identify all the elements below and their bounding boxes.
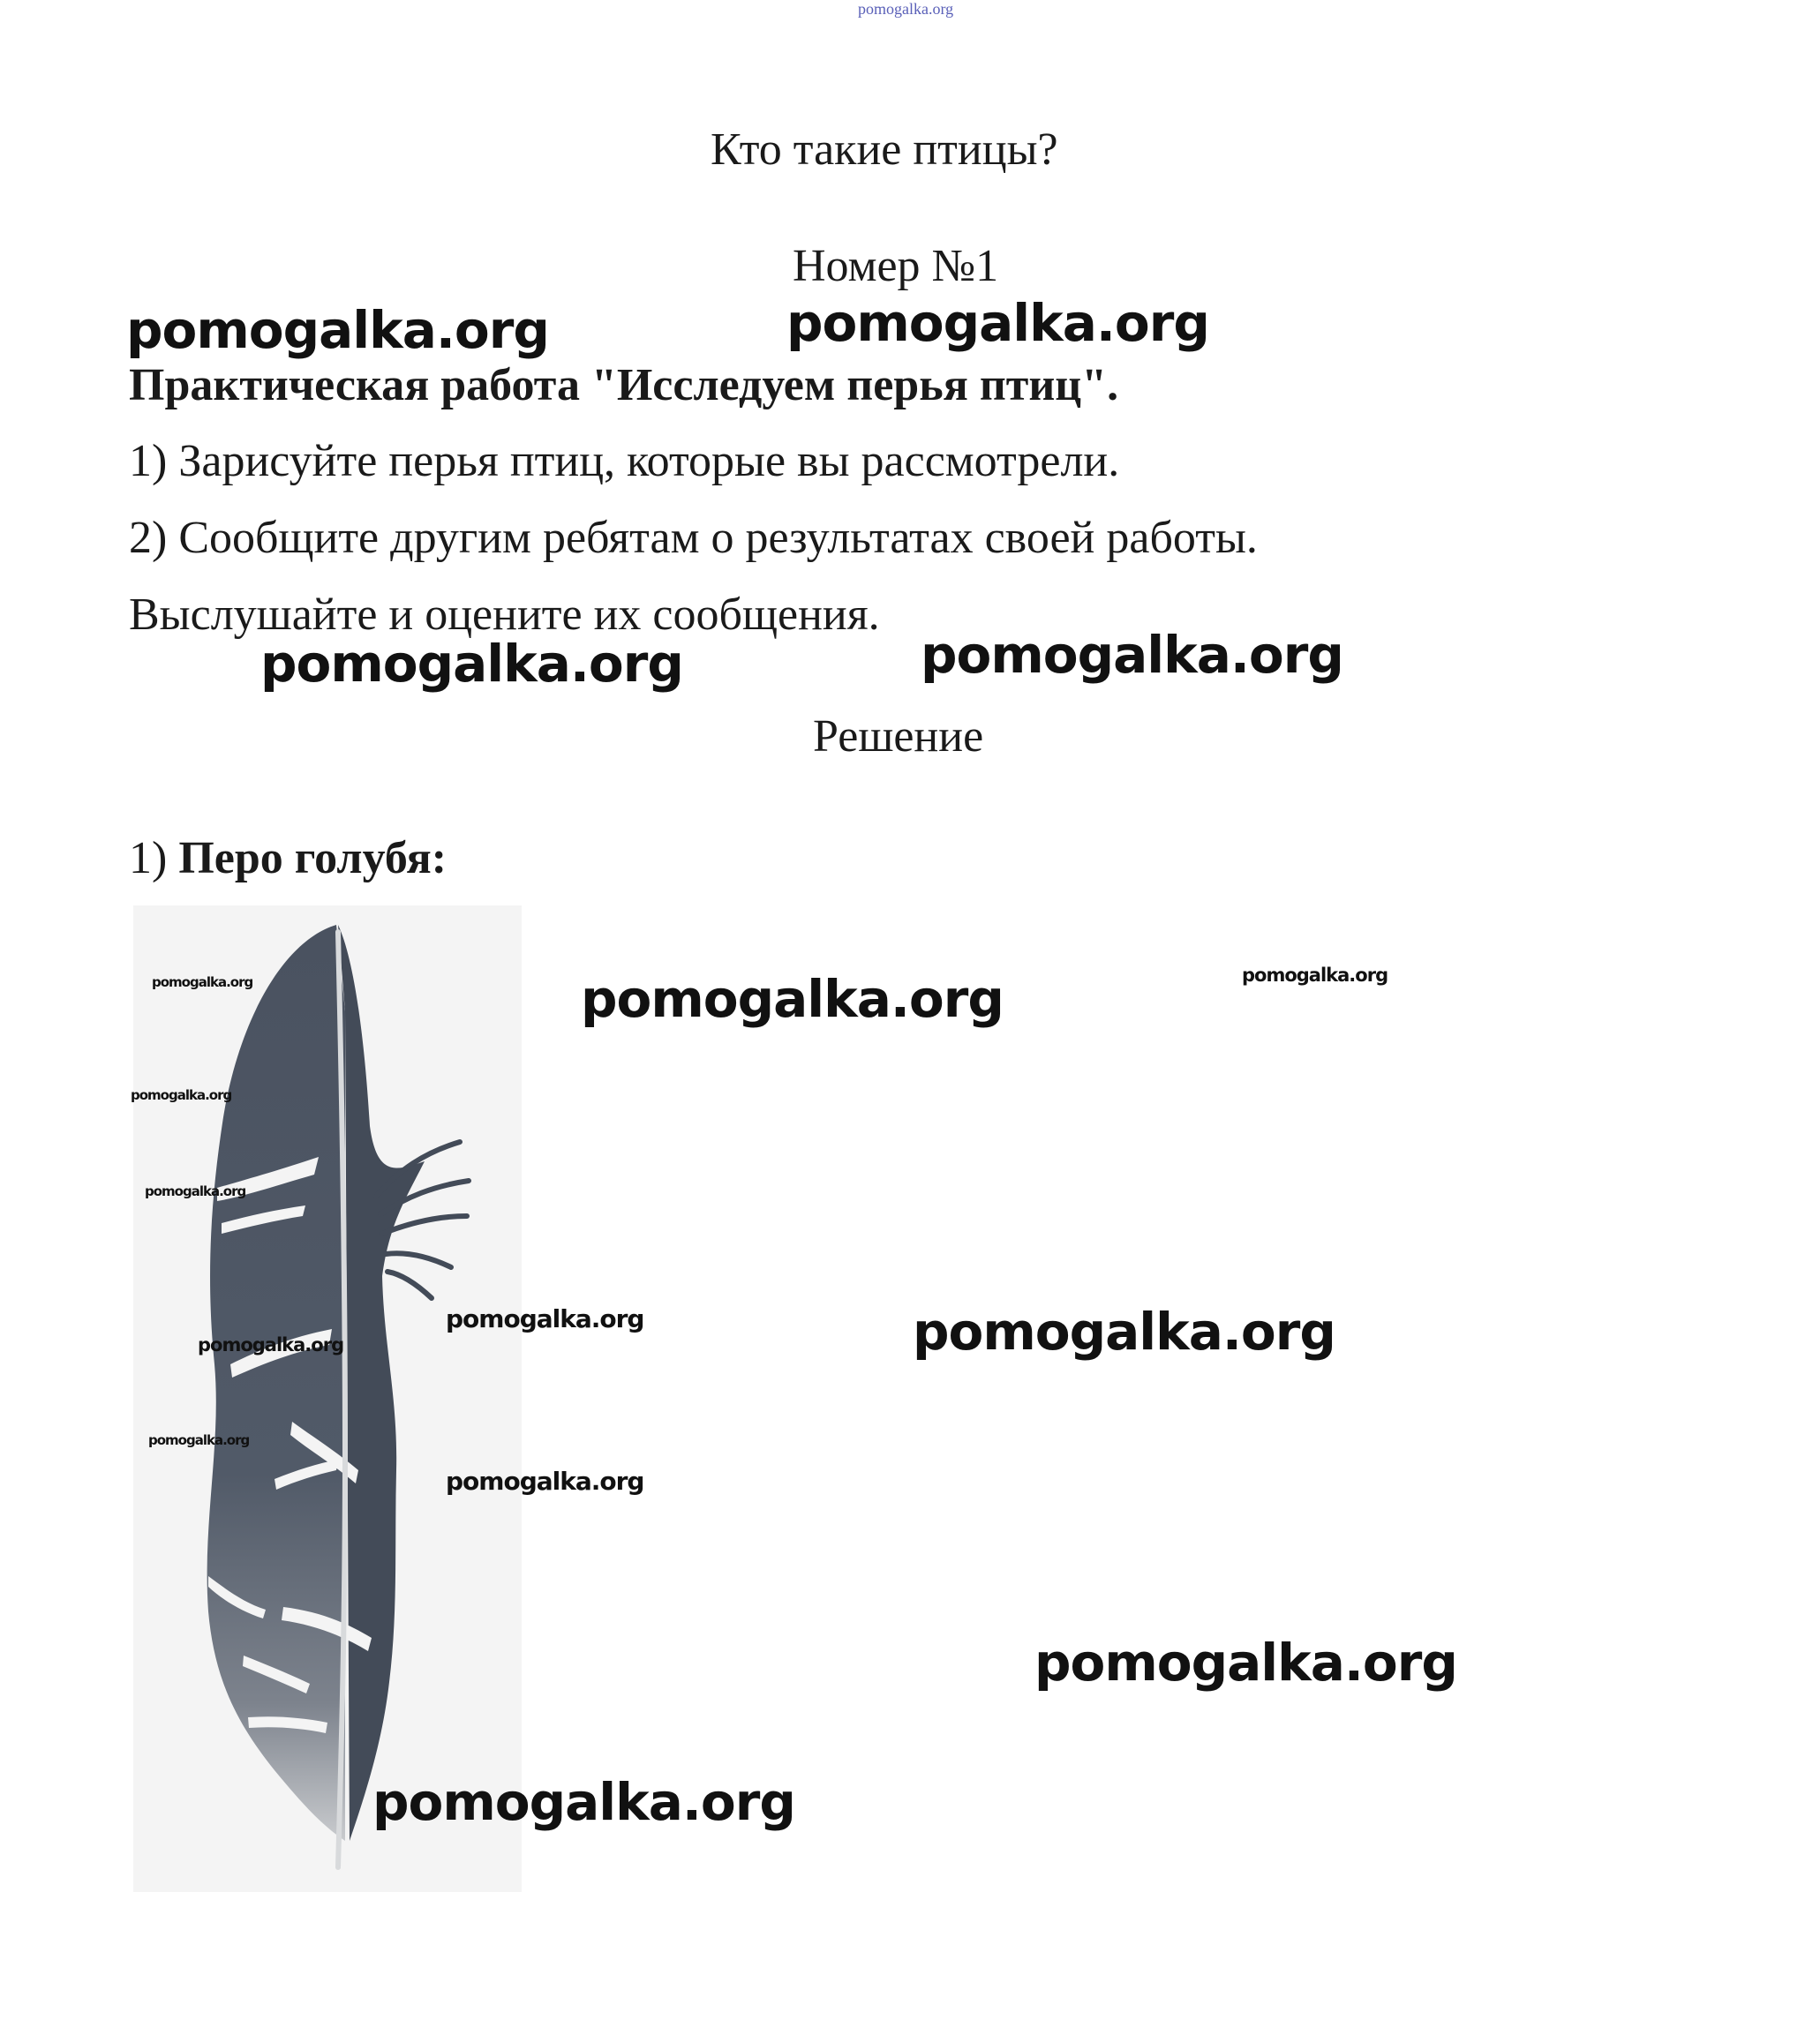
watermark: pomogalka.org bbox=[913, 1302, 1335, 1362]
watermark: pomogalka.org bbox=[260, 634, 683, 694]
answer-line bbox=[129, 832, 447, 884]
watermark: pomogalka.org bbox=[126, 300, 549, 360]
watermark: pomogalka.org bbox=[446, 1467, 644, 1496]
watermark: pomogalka.org bbox=[446, 1304, 644, 1333]
watermark: pomogalka.org bbox=[786, 293, 1209, 353]
top-watermark: pomogalka.org bbox=[858, 0, 954, 18]
task-heading: Практическая работа "Исследуем перья птиц". bbox=[129, 360, 1119, 410]
answer-prefix: 1) bbox=[129, 833, 168, 883]
watermark: pomogalka.org bbox=[1034, 1633, 1457, 1693]
watermark: pomogalka.org bbox=[372, 1772, 795, 1832]
task-line-2: 2) Сообщите другим ребятам о результатах своей работы. bbox=[129, 513, 1258, 563]
answer-bold: Перо голубя: bbox=[178, 833, 447, 883]
solution-label: Решение bbox=[813, 711, 984, 762]
watermark: pomogalka.org bbox=[152, 974, 253, 990]
watermark: pomogalka.org bbox=[1242, 965, 1388, 986]
task-line-3: Выслушайте и оцените их сообщения. bbox=[129, 589, 880, 640]
pigeon-feather-icon bbox=[133, 905, 522, 1892]
watermark: pomogalka.org bbox=[145, 1183, 246, 1199]
watermark: pomogalka.org bbox=[148, 1432, 250, 1448]
watermark: pomogalka.org bbox=[921, 625, 1343, 685]
task-number: Номер №1 bbox=[793, 241, 999, 291]
watermark: pomogalka.org bbox=[198, 1334, 344, 1355]
pigeon-feather-image bbox=[133, 905, 522, 1892]
watermark: pomogalka.org bbox=[581, 969, 1004, 1029]
watermark: pomogalka.org bbox=[131, 1087, 232, 1103]
task-line-1: 1) Зарисуйте перья птиц, которые вы рассмотрели. bbox=[129, 436, 1120, 486]
page-title: Кто такие птицы? bbox=[711, 124, 1058, 175]
